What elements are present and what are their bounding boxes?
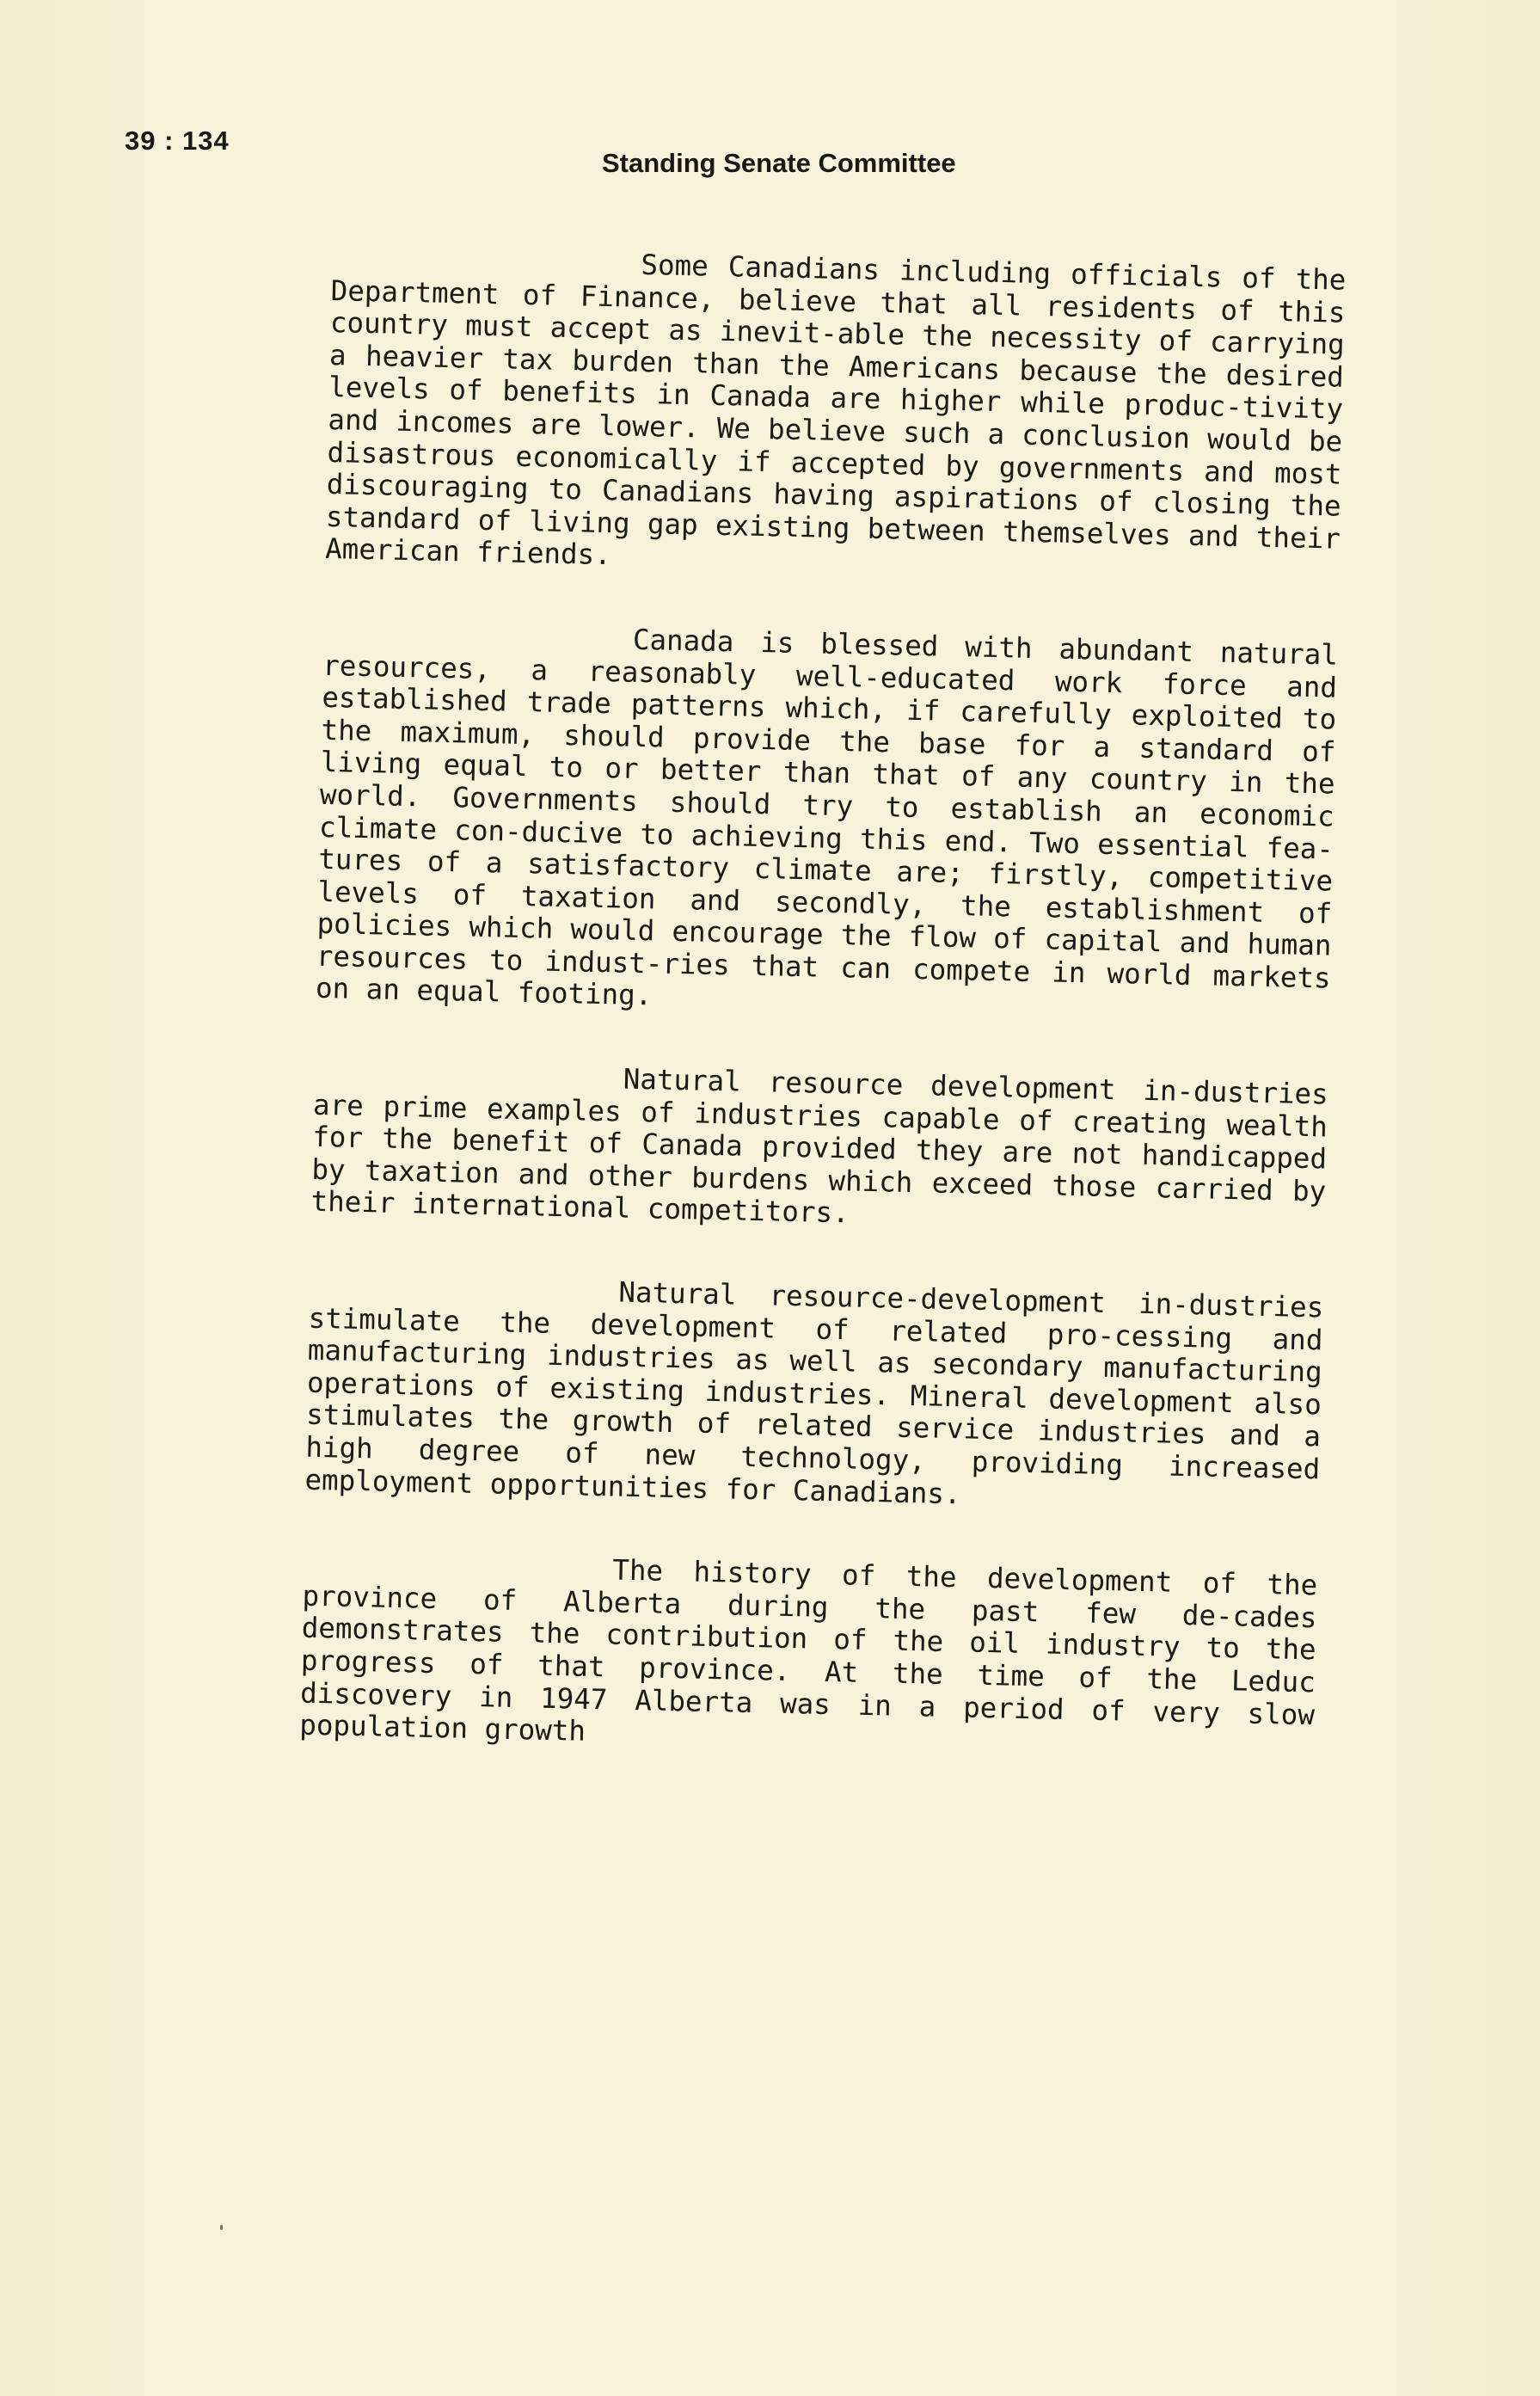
paragraph-related-industries: Natural resource-development in-dustries stimulate the development of related pro-cessing and manufacturing industries as well as secondary manufacturing operations of existing industries. Mineral development also stimulates the growth of related service industries and a high degree of new technology, providing increased employment opportunities for Canadians.: [304, 1275, 1324, 1510]
page-number: 39 : 134: [125, 126, 230, 156]
body-text: [299, 243, 1347, 1764]
paragraph-natural-resources: Canada is blessed with abundant natural resources, a reasonably well-educated work force and established trade patterns which, if carefully exploited to the maximum, should provide the base for a standard of living equal to or better than that of any country in the world. Governments should try to establish an economic climate con-ducive to achieving this end. Two essential fea-tures of a satisfactory climate are; firstly, competitive levels of taxation and secondly, the establishment of policies which would encourage the flow of capital and human resources to indust-ries that can compete in world markets on an equal footing.: [315, 623, 1339, 1012]
paragraph-alberta-history: The history of the development of the province of Alberta during the past few de-cades demonstrates the contribution of the oil industry to the progress of that province. At the time of the Leduc discovery in 1947 Alberta was in a period of very slow population growth: [298, 1553, 1318, 1748]
paragraph-tax-burden: Some Canadians including officials of the Department of Finance, believe that all residents of this country must accept as inevit-able the necessity of carrying a heavier tax burden than the Americans because the desired levels of benefits in Canada are higher while produc-tivity and incomes are lower. We believe such a conclusion would be disastrous economically if accepted by governments and most discouraging to Canadians having aspirations of closing the standard of living gap existing between themselves and their American friends.: [324, 248, 1347, 572]
paper-speck: [220, 2225, 223, 2230]
paragraph-resource-industries: Natural resource development in-dustries are prime examples of industries capable of creating wealth for the benefit of Canada provided they are not handicapped by taxation and other burdens which exceed those carried by their international competitors.: [310, 1062, 1329, 1230]
running-head: Standing Senate Committee: [602, 148, 956, 178]
